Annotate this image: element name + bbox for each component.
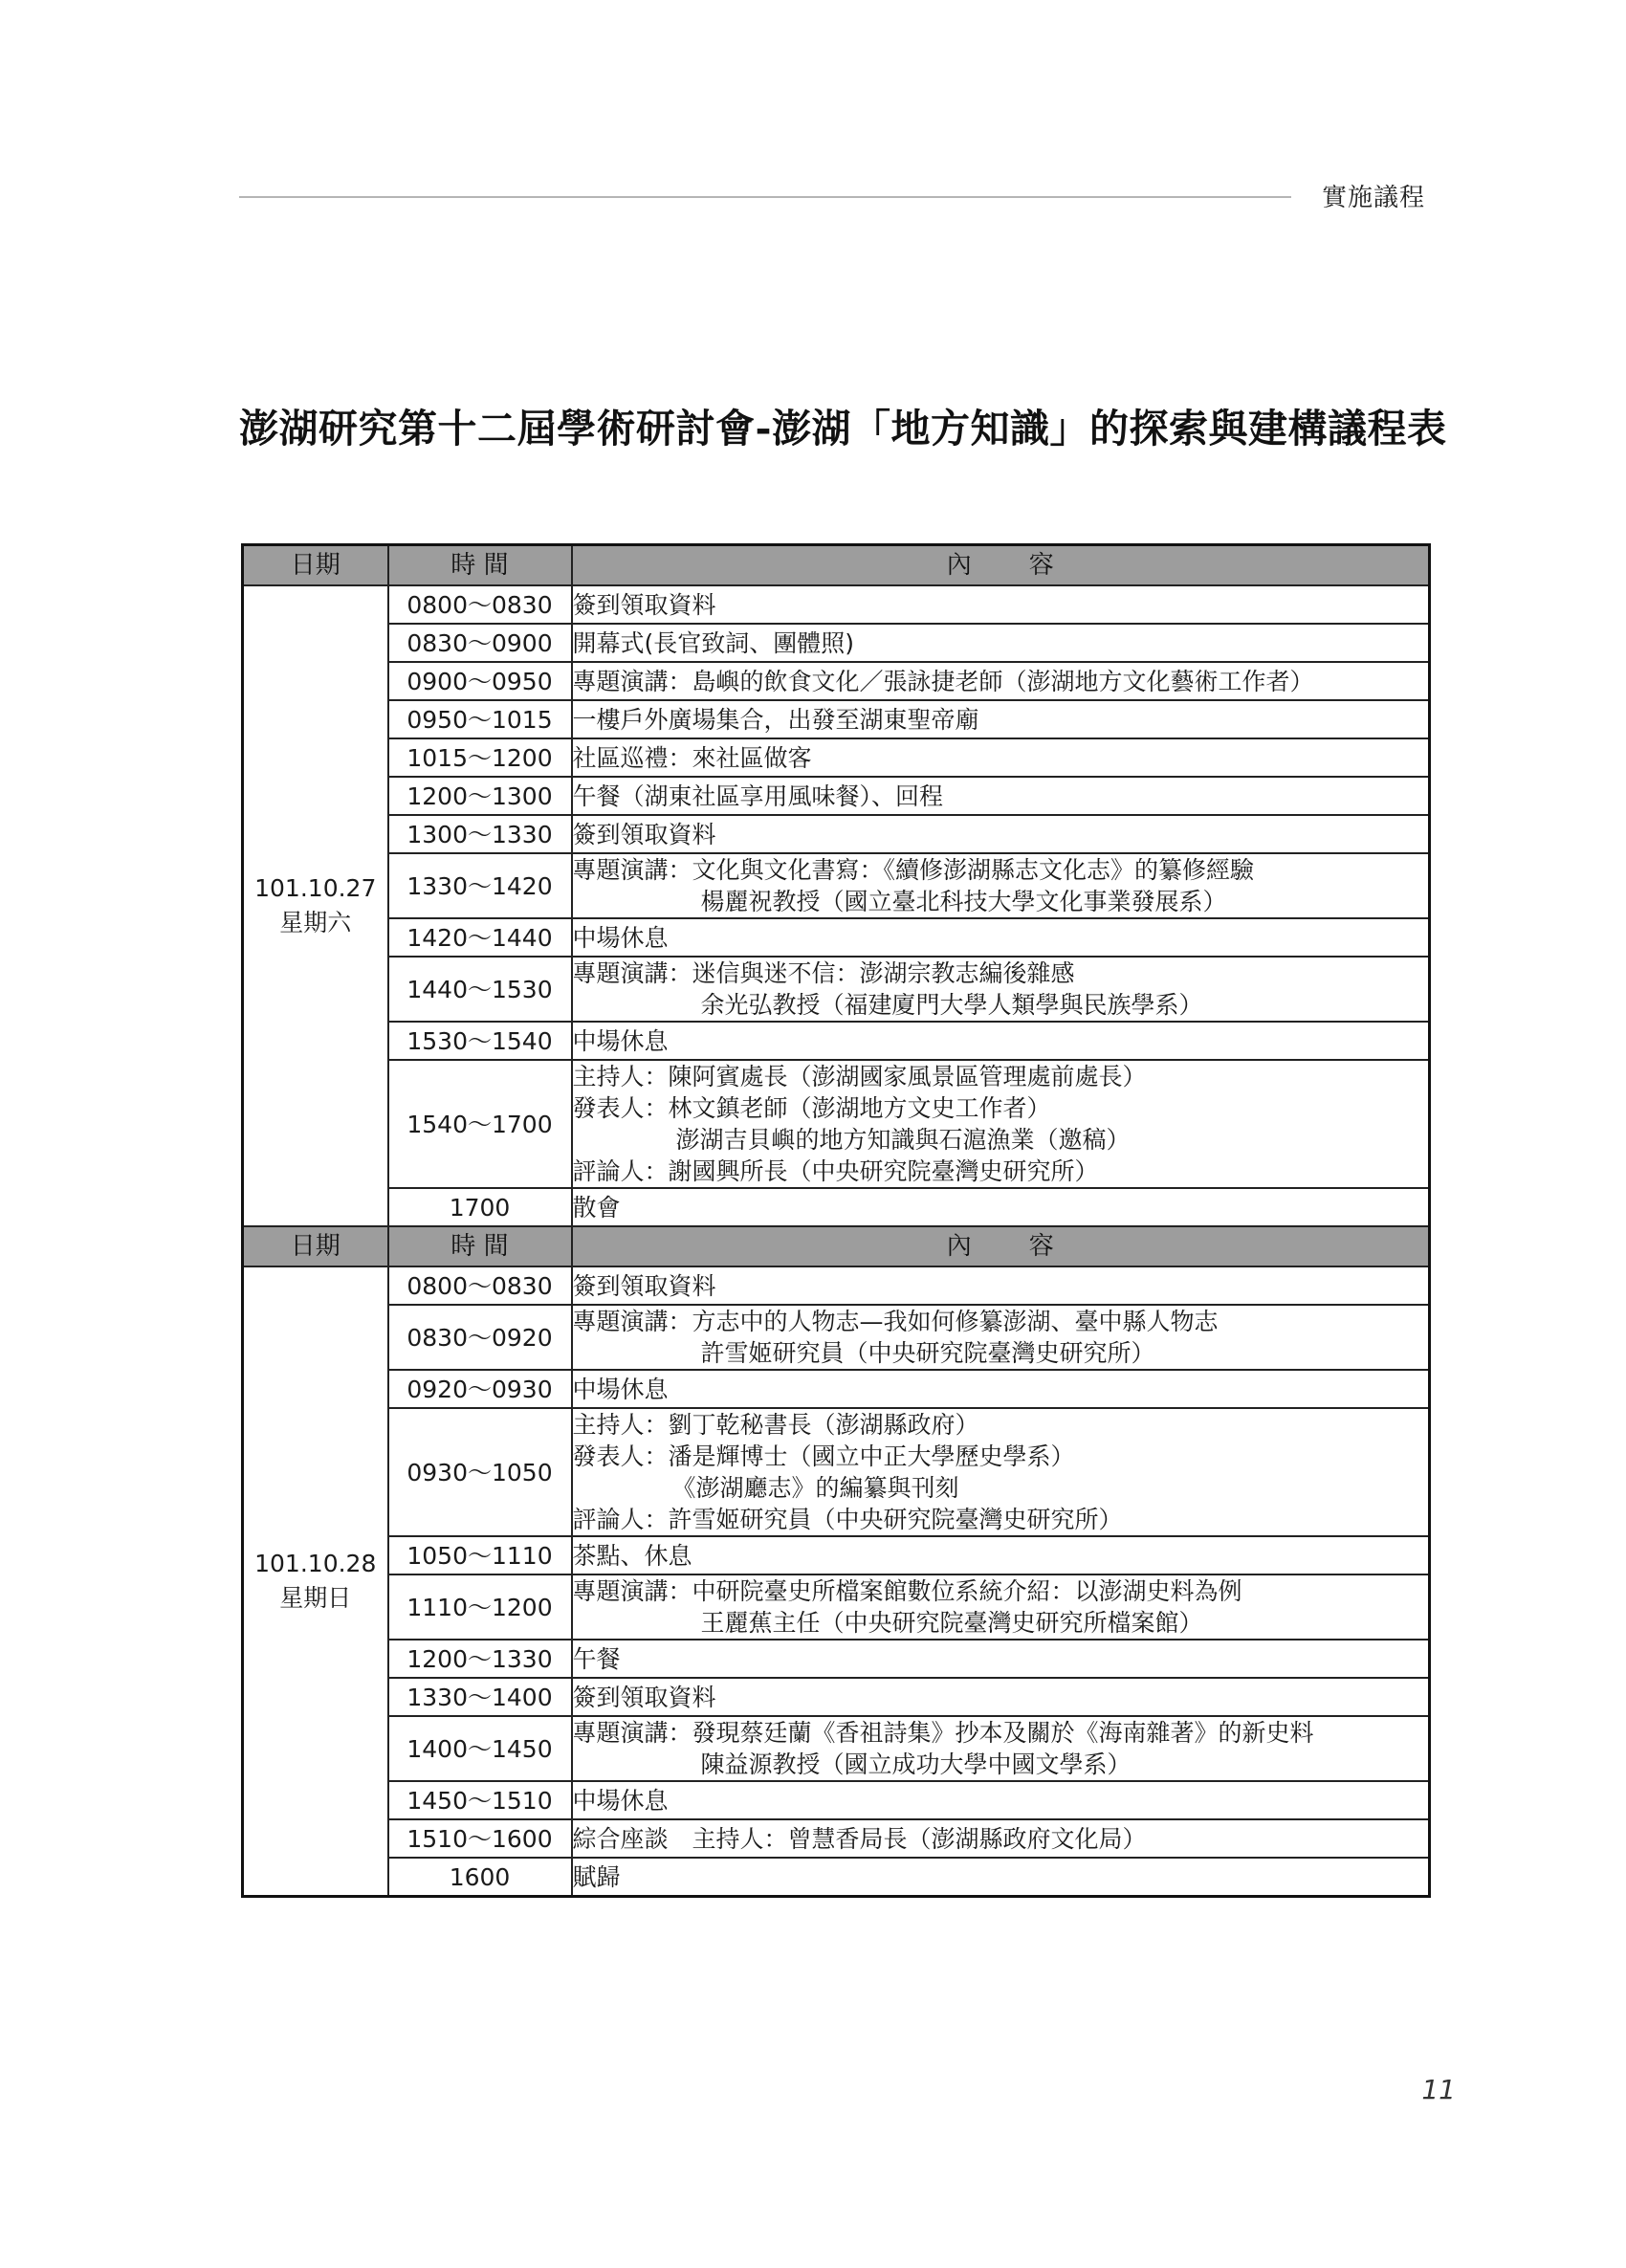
date-value: 101.10.28 [254,1550,377,1577]
time-cell: 1440～1530 [388,957,572,1022]
time-cell: 1330～1400 [388,1678,572,1716]
time-cell: 0830～0920 [388,1305,572,1370]
header-time: 時 間 [388,1226,572,1266]
content-cell [572,1022,1430,1060]
time-cell: 1420～1440 [388,918,572,957]
time-cell: 1300～1330 [388,815,572,853]
content-line: 許雪姬研究員（中央研究院臺灣史研究所） [700,1339,1155,1367]
content-line: 發表人：林文鎮老師（澎湖地方文史工作者） [572,1094,1051,1122]
time-cell: 1015～1200 [388,738,572,777]
date-cell [243,1266,388,1897]
content-line: 王麗蕉主任（中央研究院臺灣史研究所檔案館） [700,1609,1203,1637]
date-cell [243,585,388,1226]
weekday-value: 星期日 [279,1584,352,1612]
content-line: 中場休息 [572,923,669,952]
time-cell: 1330～1420 [388,853,572,918]
agenda-table [241,543,1431,1898]
table-row [243,1536,1430,1574]
header-date: 日期 [243,1226,388,1266]
content-line: 一樓戶外廣場集合，出發至湖東聖帝廟 [572,705,979,734]
content-cell [572,918,1430,957]
header-content: 內容 [572,545,1430,586]
content-cell [572,815,1430,853]
table-row [243,1266,1430,1305]
time-cell: 0950～1015 [388,700,572,738]
table-row [243,957,1430,1022]
time-cell: 0930～1050 [388,1408,572,1536]
table-row [243,662,1430,700]
table-row [243,1716,1430,1781]
content-cell [572,1574,1430,1640]
content-line: 午餐 [572,1644,621,1673]
date-value: 101.10.27 [254,874,377,902]
time-cell: 1540～1700 [388,1060,572,1188]
content-cell [572,853,1430,918]
content-line: 中場休息 [572,1786,669,1815]
content-cell [572,1188,1430,1226]
table-row [243,624,1430,662]
table-row [243,777,1430,815]
content-line: 綜合座談 主持人：曾慧香局長（澎湖縣政府文化局） [572,1824,1147,1853]
content-line: 簽到領取資料 [572,1271,716,1300]
content-line: 中場休息 [572,1375,669,1403]
content-line: 簽到領取資料 [572,820,716,848]
time-cell: 1510～1600 [388,1819,572,1858]
content-line: 專題演講：中研院臺史所檔案館數位系統介紹：以澎湖史料為例 [572,1577,1242,1605]
table-header-row [243,545,1430,586]
table-row [243,853,1430,918]
time-cell: 0800～0830 [388,585,572,624]
content-cell [572,1536,1430,1574]
table-row [243,1022,1430,1060]
header-date: 日期 [243,545,388,586]
content-cell [572,624,1430,662]
content-line: 專題演講：發現蔡廷蘭《香祖詩集》抄本及關於《海南雜著》的新史料 [572,1719,1314,1747]
content-line: 評論人：謝國興所長（中央研究院臺灣史研究所） [572,1157,1099,1185]
content-line: 社區巡禮：來社區做客 [572,743,812,772]
content-cell [572,1060,1430,1188]
content-line: 澎湖吉貝嶼的地方知識與石滬漁業（邀稿） [675,1126,1131,1154]
content-cell [572,1781,1430,1819]
content-cell [572,1678,1430,1716]
section-label: 實施議程 [1321,184,1425,212]
content-line: 主持人：陳阿賓處長（澎湖國家風景區管理處前處長） [572,1063,1147,1090]
content-cell [572,1819,1430,1858]
content-cell [572,738,1430,777]
content-cell [572,1716,1430,1781]
table-row [243,1060,1430,1188]
table-row [243,1858,1430,1897]
content-line: 中場休息 [572,1026,669,1055]
table-row [243,585,1430,624]
time-cell: 1400～1450 [388,1716,572,1781]
table-row [243,815,1430,853]
time-cell: 0900～0950 [388,662,572,700]
time-cell: 1050～1110 [388,1536,572,1574]
content-line: 專題演講：方志中的人物志—我如何修纂澎湖、臺中縣人物志 [572,1308,1219,1335]
table-row [243,738,1430,777]
content-line: 專題演講：島嶼的飲食文化／張詠捷老師（澎湖地方文化藝術工作者） [572,667,1314,695]
content-line: 散會 [572,1193,621,1222]
content-cell [572,662,1430,700]
content-line: 主持人：劉丁乾秘書長（澎湖縣政府） [572,1411,979,1439]
table-row [243,1408,1430,1536]
content-line: 開幕式(長官致詞、團體照) [572,628,855,657]
table-row [243,700,1430,738]
table-row [243,918,1430,957]
content-cell [572,585,1430,624]
content-line: 發表人：潘是輝博士（國立中正大學歷史學系） [572,1442,1075,1470]
content-line: 楊麗祝教授（國立臺北科技大學文化事業發展系） [700,888,1227,915]
content-cell [572,700,1430,738]
time-cell: 1450～1510 [388,1781,572,1819]
content-line: 簽到領取資料 [572,1683,716,1711]
content-cell [572,1305,1430,1370]
time-cell: 0830～0900 [388,624,572,662]
content-cell [572,1858,1430,1897]
content-line: 評論人：許雪姬研究員（中央研究院臺灣史研究所） [572,1506,1123,1533]
time-cell: 1530～1540 [388,1022,572,1060]
content-line: 《澎湖廳志》的編纂與刊刻 [671,1474,959,1502]
table-row [243,1781,1430,1819]
table-row [243,1640,1430,1678]
time-cell: 1110～1200 [388,1574,572,1640]
page-title: 澎湖研究第十二屆學術研討會-澎湖「地方知識」的探索與建構議程表 [239,406,1447,451]
content-line: 專題演講：迷信與迷不信：澎湖宗教志編後雜感 [572,959,1075,987]
time-cell: 1200～1330 [388,1640,572,1678]
table-row [243,1370,1430,1408]
content-line: 簽到領取資料 [572,590,716,619]
header-content: 內容 [572,1226,1430,1266]
weekday-value: 星期六 [279,909,352,936]
content-cell [572,1408,1430,1536]
table-row [243,1188,1430,1226]
table-row [243,1678,1430,1716]
time-cell: 0800～0830 [388,1266,572,1305]
table-row [243,1819,1430,1858]
content-line: 賦歸 [572,1862,621,1891]
content-line: 午餐（湖東社區享用風味餐）、回程 [572,782,944,810]
table-row [243,1574,1430,1640]
page-number: 11 [1421,2074,1456,2105]
content-cell [572,957,1430,1022]
content-line: 茶點、休息 [572,1541,692,1570]
table-row [243,1305,1430,1370]
content-cell [572,1640,1430,1678]
header-time: 時 間 [388,545,572,586]
content-line: 專題演講：文化與文化書寫：《續修澎湖縣志文化志》的纂修經驗 [572,856,1255,884]
time-cell: 1600 [388,1858,572,1897]
content-cell [572,777,1430,815]
time-cell: 1200～1300 [388,777,572,815]
time-cell: 0920～0930 [388,1370,572,1408]
header-rule [239,196,1291,198]
time-cell: 1700 [388,1188,572,1226]
content-line: 陳益源教授（國立成功大學中國文學系） [700,1751,1132,1778]
table-header-row [243,1226,1430,1266]
content-cell [572,1370,1430,1408]
content-cell [572,1266,1430,1305]
content-line: 余光弘教授（福建廈門大學人類學與民族學系） [700,991,1203,1019]
